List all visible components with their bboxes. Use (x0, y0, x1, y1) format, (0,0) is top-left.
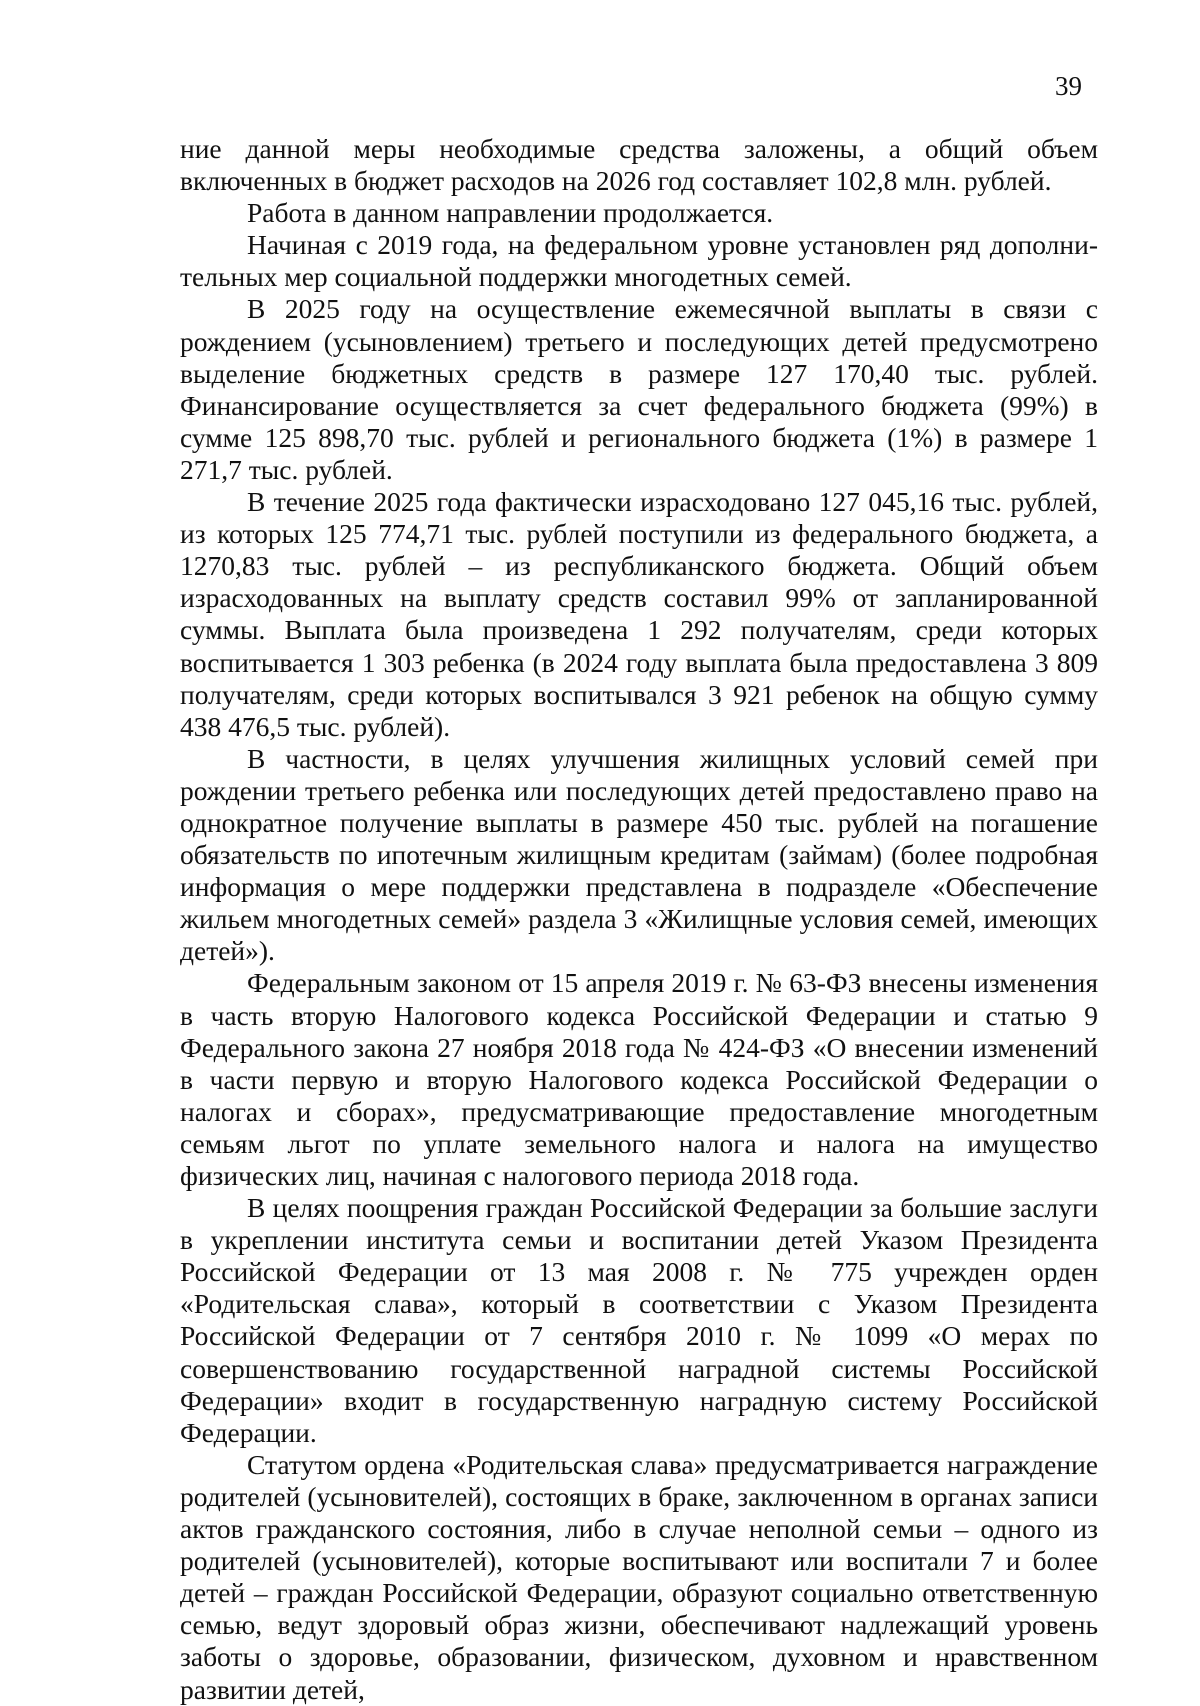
paragraph-order-established: В целях поощрения граждан Российской Федерации за большие заслуги в укреплении института семьи и воспитании детей Указом Президента Российской Федерации от 13 мая 2008 г. № 775 учрежден орден «Родительская слава», который в соответствии с Указом Президента Российской Федерации от 7 сентября 2010 г. № 1099 «О мерах по совершенствованию государственной наградной системы Российской Федерации» входит в государственную наградную систему Российской Федерации. (180, 1192, 1098, 1448)
paragraph-housing-payment: В частности, в целях улучшения жилищных условий семей при рождении третьего ребенка или последующих детей предоставлено право на однократное получение выплаты в размере 450 тыс. рублей на погашение обязательств по ипотечным жилищным кредитам (займам) (более подробная информация о мере поддержки представлена в подразделе «Обеспечение жильем многодетных семей» раздела 3 «Жилищные условия семей, имеющих детей»). (180, 742, 1098, 967)
body-text (180, 133, 1098, 1706)
paragraph-spent-2025: В течение 2025 года фактически израсходовано 127 045,16 тыс. рублей, из которых 125 774,71 тыс. рублей поступили из федерального бюджета, а 1270,83 тыс. рублей – из республиканского бюджета. Общий объем израсходованных на выплату средств составил 99% от запланированной суммы. Выплата была произведена 1 292 получателям, среди которых воспитывается 1 303 ребенка (в 2024 году выплата была предоставлена 3 809 получателям, среди которых воспитывался 3 921 ребенок на общую сумму 438 476,5 тыс. рублей). (180, 486, 1098, 742)
paragraph-work-continues: Работа в данном направлении продолжается. (247, 197, 774, 229)
page-number: 39 (1055, 71, 1082, 101)
paragraph-tax-benefits: Федеральным законом от 15 апреля 2019 г. № 63-ФЗ внесены изменения в часть вторую Налогового кодекса Российской Федерации и статью 9 Федерального закона 27 ноября 2018 года № 424-ФЗ «О внесении изменений в части первую и вторую Налогового кодекса Российской Федерации о налогах и сборах», предусматривающие предоставление многодетным семьям льгот по уплате земельного налога и налога на имущество физических лиц, начиная с налогового периода 2018 года. (180, 967, 1098, 1191)
paragraph-continuation: ние данной меры необходимые средства заложены, а общий объем включенных в бюджет расходов на 2026 год составляет 102,8 млн. рублей. (180, 133, 1098, 197)
paragraph-federal-measures: Начиная с 2019 года, на федеральном уровне установлен ряд дополнительных мер социальной поддержки многодетных семей. (180, 229, 1098, 293)
paragraph-monthly-payment-2025: В 2025 году на осуществление ежемесячной выплаты в связи с рождением (усыновлением) третьего и последующих детей предусмотрено выделение бюджетных средств в размере 127 170,40 тыс. рублей. Финансирование осуществляется за счет федерального бюджета (99%) в сумме 125 898,70 тыс. рублей и регионального бюджета (1%) в размере 1 271,7 тыс. рублей. (180, 293, 1098, 485)
paragraph-order-statute: Статутом ордена «Родительская слава» предусматривается награждение родителей (усыновителей), состоящих в браке, заключенном в органах записи актов гражданского состояния, либо в случае неполной семьи – одного из родителей (усыновителей), которые воспитывают или воспитали 7 и более детей – граждан Российской Федерации, образуют социально ответственную семью, ведут здоровый образ жизни, обеспечивают надлежащий уровень заботы о здоровье, образовании, физическом, духовном и нравственном развитии детей, (180, 1448, 1098, 1705)
